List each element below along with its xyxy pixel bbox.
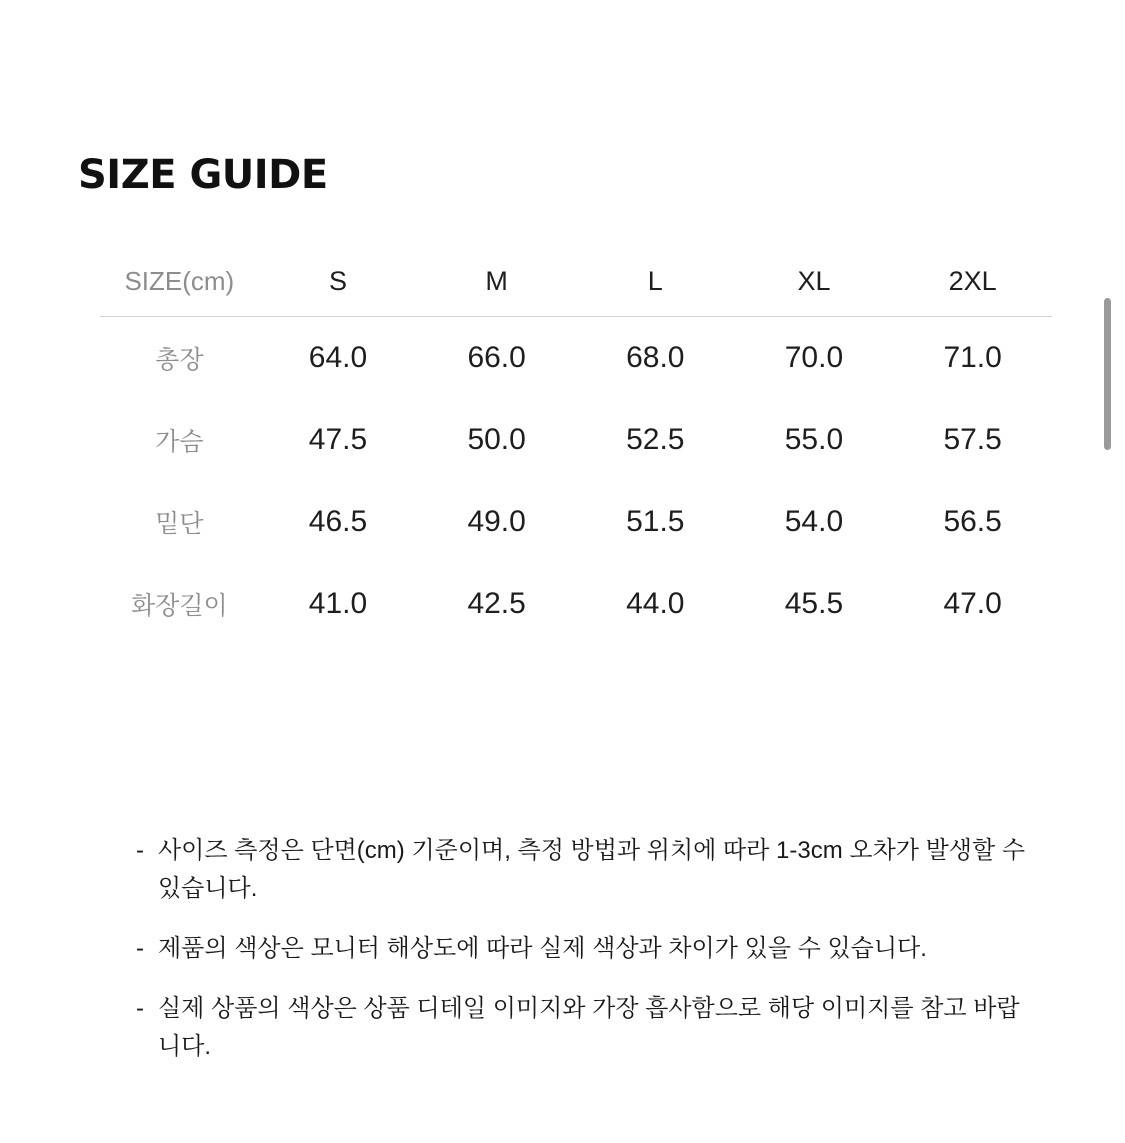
cell-value: 45.5 <box>784 587 844 620</box>
row-label: 화장길이 <box>131 592 228 620</box>
table-row <box>100 481 1052 563</box>
table-header-row <box>100 246 1052 317</box>
scrollbar-track[interactable] <box>1109 0 1119 1143</box>
cell-value: 57.5 <box>943 423 1002 456</box>
column-header-l: L <box>647 265 663 296</box>
row-label: 가슴 <box>155 428 204 456</box>
column-header-size: SIZE(cm) <box>124 265 235 296</box>
cell-value: 64.0 <box>308 341 368 374</box>
cell-value: 44.0 <box>626 587 685 620</box>
note-item <box>136 832 1036 908</box>
table-row <box>100 399 1052 481</box>
cell-value: 47.0 <box>943 587 1002 620</box>
cell-value: 68.0 <box>626 341 685 374</box>
cell-value: 50.0 <box>467 423 526 456</box>
cell-value: 55.0 <box>784 423 844 456</box>
cell-value: 70.0 <box>784 341 844 374</box>
note-item <box>136 930 1036 968</box>
note-dash: - <box>136 837 144 864</box>
cell-value: 52.5 <box>626 423 685 456</box>
cell-value: 56.5 <box>943 505 1002 538</box>
note-item <box>136 990 1036 1066</box>
note-text: 사이즈 측정은 단면(cm) 기준이며, 측정 방법과 위치에 따라 1-3cm 오차가 발생할 수 있습니다. <box>158 837 1026 902</box>
cell-value: 49.0 <box>467 505 526 538</box>
row-label: 총장 <box>155 346 204 374</box>
table-header <box>100 246 1052 317</box>
cell-value: 71.0 <box>943 341 1002 374</box>
note-text: 제품의 색상은 모니터 해상도에 따라 실제 색상과 차이가 있을 수 있습니다. <box>158 935 927 962</box>
notes-list <box>136 832 1036 1088</box>
column-header-2xl: 2XL <box>948 265 997 296</box>
column-header-s: S <box>328 265 347 296</box>
table-body <box>100 317 1052 646</box>
cell-value: 41.0 <box>308 587 368 620</box>
column-header-xl: XL <box>797 265 831 296</box>
cell-value: 46.5 <box>308 505 368 538</box>
scrollbar-thumb[interactable] <box>1104 298 1111 450</box>
column-header-m: M <box>485 265 508 296</box>
cell-value: 47.5 <box>308 423 368 456</box>
cell-value: 51.5 <box>626 505 685 538</box>
cell-value: 54.0 <box>784 505 844 538</box>
page-title: SIZE GUIDE <box>78 152 328 198</box>
table-row <box>100 317 1052 400</box>
row-label: 밑단 <box>155 510 204 538</box>
table-row <box>100 563 1052 645</box>
note-dash: - <box>136 935 144 962</box>
note-text: 실제 상품의 색상은 상품 디테일 이미지와 가장 흡사함으로 해당 이미지를 참고 바랍니다. <box>158 995 1020 1060</box>
cell-value: 66.0 <box>467 341 526 374</box>
note-dash: - <box>136 995 144 1022</box>
size-guide-table <box>100 246 1052 645</box>
cell-value: 42.5 <box>467 587 526 620</box>
